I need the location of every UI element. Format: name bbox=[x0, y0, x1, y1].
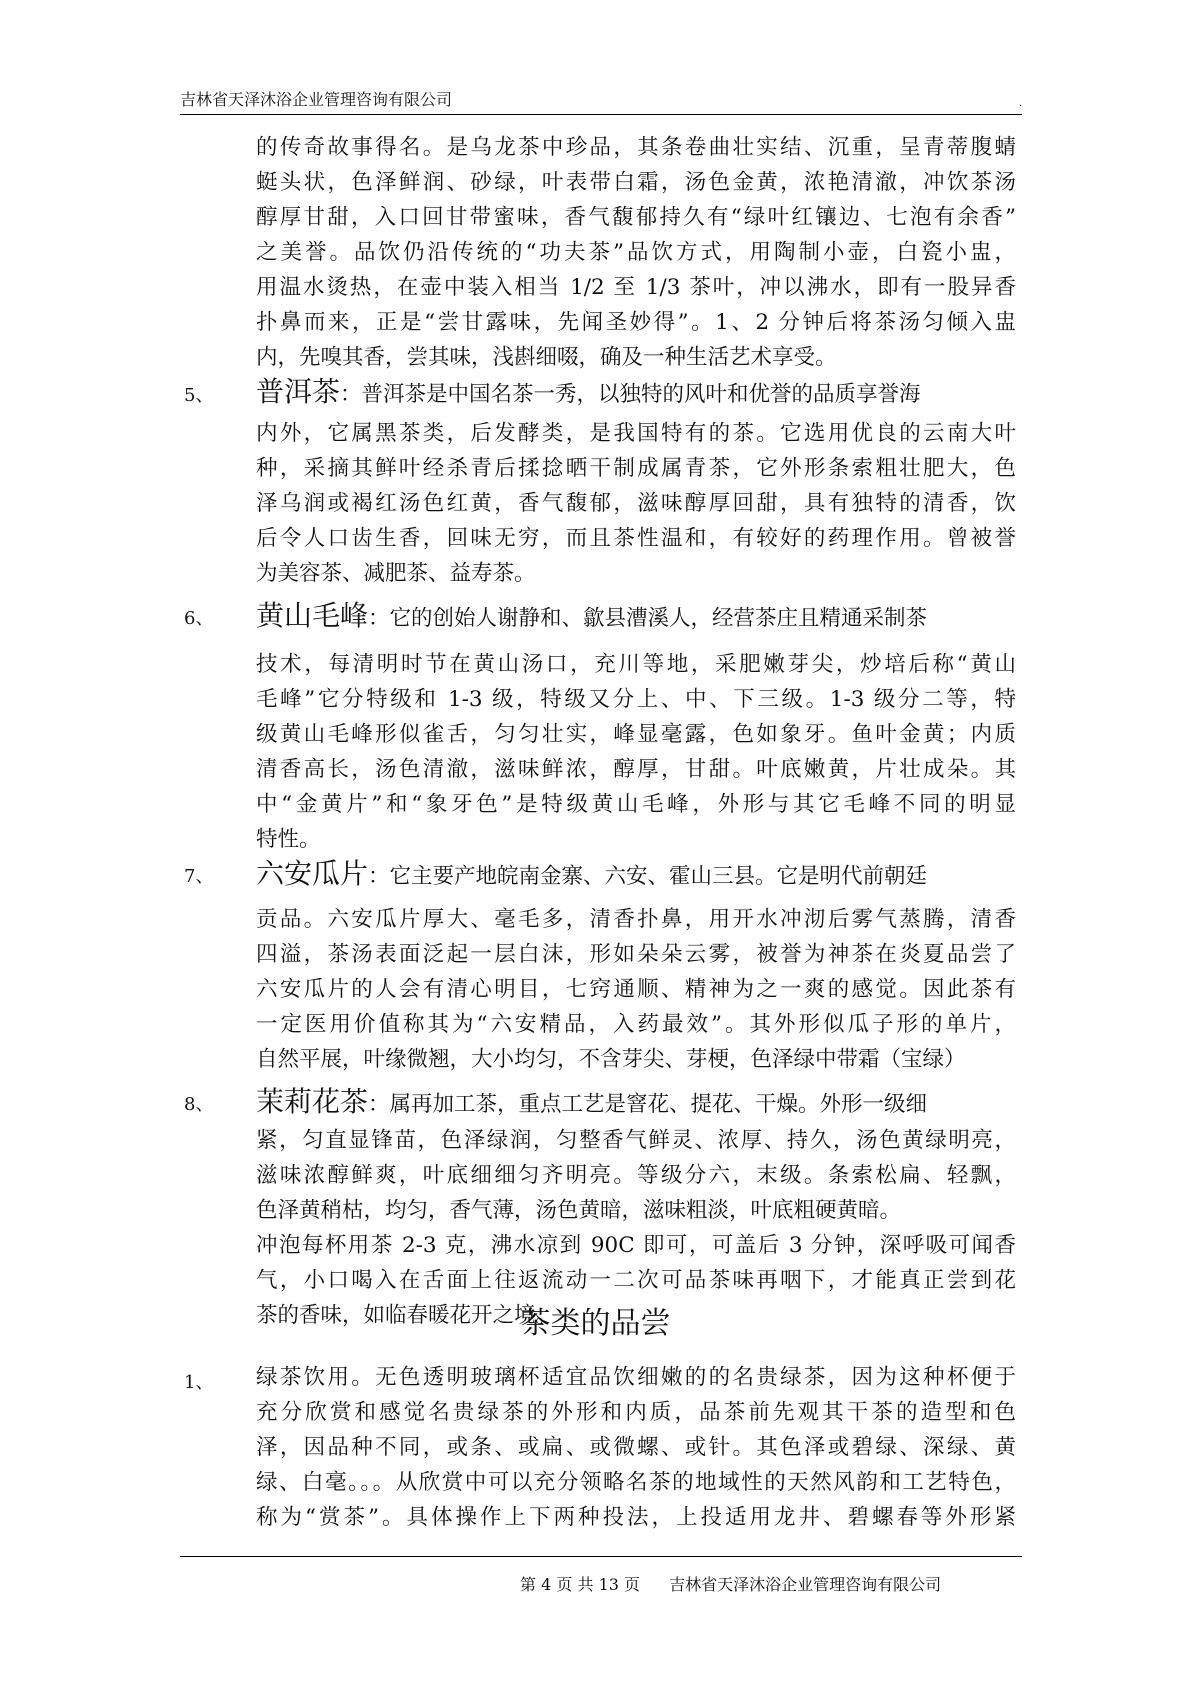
section-title: 六安瓜片 bbox=[256, 857, 369, 890]
footer-company: 吉林省天泽沐浴企业管理咨询有限公司 bbox=[669, 1575, 942, 1594]
text-line: 紧，匀直显锋苗，色泽绿润，匀整香气鲜灵、浓厚、持久，汤色黄绿明亮， bbox=[256, 1128, 1016, 1153]
section-heading-line bbox=[256, 1080, 1016, 1120]
section-paragraph bbox=[256, 902, 1016, 1077]
header-mark: . bbox=[1018, 98, 1022, 109]
text-line: 绿、白毫。。。从欣赏中可以充分领略名茶的地域性的天然风韵和工艺特色， bbox=[256, 1470, 1016, 1495]
section-number: 6、 bbox=[184, 608, 214, 629]
footer-page-number: 4 bbox=[541, 1575, 552, 1594]
text-line: 泽乌润或褐红汤色红黄，香气馥郁，滋味醇厚回甜，具有独特的清香，饮 bbox=[256, 491, 1016, 516]
text-line: 后令人口齿生香，回味无穷，而且茶性温和，有较好的药理作用。曾被誉 bbox=[256, 526, 1016, 551]
section-number: 7、 bbox=[184, 866, 214, 887]
section-number: 5、 bbox=[184, 385, 214, 406]
text-line: 称为“赏茶”。具体操作上下两种投法，上投适用龙井、碧螺春等外形紧 bbox=[256, 1505, 1016, 1530]
section-first-line: 普洱茶是中国名茶一秀，以独特的风叶和优誉的品质享誉海 bbox=[361, 382, 921, 407]
text-line: 扑鼻而来，正是“尝甘露味，先闻圣妙得”。1、2 分钟后将茶汤匀倾入盅 bbox=[256, 310, 1016, 335]
text-line: 醇厚甘甜，入口回甘带蜜味，香气馥郁持久有“绿叶红镶边、七泡有余香” bbox=[256, 205, 1016, 230]
page-footer bbox=[520, 1572, 941, 1595]
text-line: 用温水烫热，在壶中装入相当 1/2 至 1/3 茶叶，冲以沸水，即有一股异香 bbox=[256, 275, 1016, 300]
section-colon: ： bbox=[368, 864, 390, 889]
text-line: 中“金黄片”和“象牙色”是特级黄山毛峰，外形与其它毛峰不同的明显 bbox=[256, 792, 1016, 817]
section-heading-line bbox=[256, 594, 1016, 634]
section-heading-line bbox=[256, 852, 1016, 892]
section-first-line: 属再加工茶，重点工艺是窨花、提花、干燥。外形一级细 bbox=[389, 1092, 928, 1117]
text-line: 色泽黄稍枯，均匀，香气薄，汤色黄暗，滋味粗淡，叶底粗硬黄暗。 bbox=[256, 1198, 902, 1223]
section-heading-line bbox=[256, 370, 1016, 410]
section-title: 普洱茶 bbox=[256, 375, 341, 408]
text-line: 一定医用价值称其为“六安精品，入药最效”。其外形似瓜子形的单片， bbox=[256, 1012, 1016, 1037]
text-line: 茶的香味，如临春暖花开之境。 bbox=[256, 1303, 558, 1328]
section-first-line: 它的创始人谢静和、歙县漕溪人，经营茶庄且精通采制茶 bbox=[389, 606, 928, 631]
text-line: 绿茶饮用。无色透明玻璃杯适宜品饮细嫩的的名贵绿茶，因为这种杯便于 bbox=[256, 1365, 1016, 1390]
text-line: 自然平展，叶缘微翘，大小均匀，不含芽尖、芽梗，色泽绿中带霜（宝绿） bbox=[256, 1047, 966, 1072]
footer-page-prefix: 第 bbox=[520, 1575, 537, 1594]
text-line: 种，采摘其鲜叶经杀青后揉捻晒干制成属青茶，它外形条索粗壮肥大，色 bbox=[256, 456, 1016, 481]
section-number: 8、 bbox=[184, 1094, 214, 1115]
text-line: 四溢，茶汤表面泛起一层白沫，形如朵朵云雾，被誉为神茶在炎夏品尝了 bbox=[256, 942, 1016, 967]
section-colon: ： bbox=[368, 606, 390, 631]
text-line: 蜓头状，色泽鲜润、砂绿，叶表带白霜，汤色金黄，浓艳清澈，冲饮茶汤 bbox=[256, 170, 1016, 195]
text-line: 的传奇故事得名。是乌龙茶中珍品，其条卷曲壮实结、沉重，呈青蒂腹蜻 bbox=[256, 135, 1016, 160]
footer-divider bbox=[180, 1556, 1022, 1557]
text-line: 内，先嗅其香，尝其味，浅斟细啜，确及一种生活艺术享受。 bbox=[256, 345, 837, 370]
footer-page-mid: 页 共 bbox=[556, 1575, 594, 1594]
text-line: 泽，因品种不同，或条、或扁、或微螺、或针。其色泽或碧绿、深绿、黄 bbox=[256, 1435, 1016, 1460]
section-colon: ： bbox=[368, 1092, 390, 1117]
footer-total-pages: 13 bbox=[598, 1575, 619, 1594]
section-title: 黄山毛峰 bbox=[256, 599, 369, 632]
text-line: 技术，每清明时节在黄山汤口，充川等地，采肥嫩芽尖，炒培后称“黄山 bbox=[256, 652, 1016, 677]
header-company: 吉林省天泽沐浴企业管理咨询有限公司 bbox=[180, 90, 453, 109]
text-line: 为美容茶、减肥茶、益寿茶。 bbox=[256, 561, 536, 586]
section-title: 茉莉花茶 bbox=[256, 1085, 369, 1118]
tasting-paragraph bbox=[256, 1360, 1016, 1535]
text-line: 充分欣赏和感觉名贵绿茶的外形和内质，品茶前先观其干茶的造型和色 bbox=[256, 1400, 1016, 1425]
section-heading: 茶类的品尝 bbox=[520, 1306, 671, 1341]
text-line: 冲泡每杯用茶 2-3 克，沸水凉到 90C 即可，可盖后 3 分钟，深呼吸可闻香 bbox=[256, 1233, 1016, 1258]
text-line: 级黄山毛峰形似雀舌，匀匀壮实，峰显毫露，色如象牙。鱼叶金黄；内质 bbox=[256, 722, 1016, 747]
text-line: 特性。 bbox=[256, 827, 321, 852]
text-line: 毛峰”它分特级和 1-3 级，特级又分上、中、下三级。1-3 级分二等，特 bbox=[256, 687, 1016, 712]
text-line: 内外，它属黑茶类，后发酵类，是我国特有的茶。它选用优良的云南大叶 bbox=[256, 421, 1016, 446]
section-paragraph bbox=[256, 647, 1016, 857]
section-first-line: 它主要产地皖南金寨、六安、霍山三县。它是明代前朝廷 bbox=[389, 864, 928, 889]
section-paragraph bbox=[256, 416, 1016, 591]
text-line: 清香高长，汤色清澈，滋味鲜浓，醇厚，甘甜。叶底嫩黄，片壮成朵。其 bbox=[256, 757, 1016, 782]
footer-page-suffix: 页 bbox=[624, 1575, 641, 1594]
section-number: 1、 bbox=[184, 1372, 214, 1393]
text-line: 气，小口喝入在舌面上往返流动一二次可品茶味再咽下，才能真正尝到花 bbox=[256, 1268, 1016, 1293]
section-colon: ： bbox=[340, 382, 362, 407]
text-line: 贡品。六安瓜片厚大、毫毛多，清香扑鼻，用开水冲沏后雾气蒸腾，清香 bbox=[256, 907, 1016, 932]
text-line: 六安瓜片的人会有清心明目，七窍通顺、精神为之一爽的感觉。因此茶有 bbox=[256, 977, 1016, 1002]
intro-paragraph bbox=[256, 130, 1016, 375]
text-line: 之美誉。品饮仍沿传统的“功夫茶”品饮方式，用陶制小壶，白瓷小盅， bbox=[256, 240, 1016, 265]
text-line: 滋味浓醇鲜爽，叶底细细匀齐明亮。等级分六，末级。条索松扁、轻飘， bbox=[256, 1163, 1016, 1188]
page-header bbox=[180, 88, 1022, 115]
